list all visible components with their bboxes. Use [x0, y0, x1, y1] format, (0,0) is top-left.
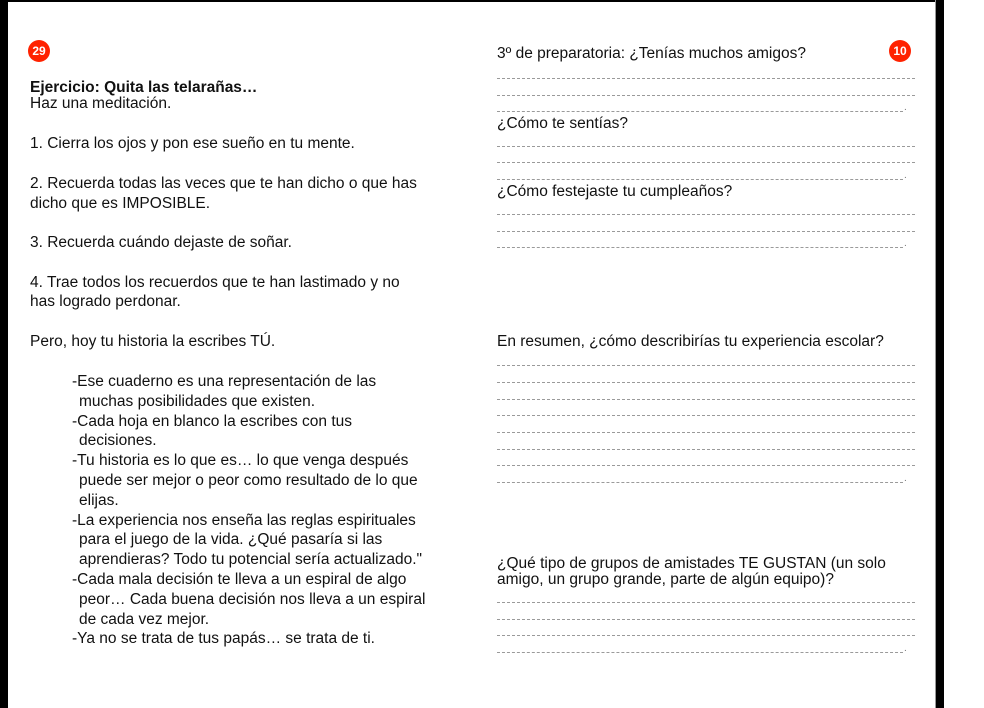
answer-line[interactable] — [497, 214, 915, 215]
answer-line[interactable] — [497, 179, 903, 180]
answer-line[interactable] — [497, 231, 915, 232]
line-end-dot: . — [904, 238, 907, 249]
step-2-cont: dicho que es IMPOSIBLE. — [30, 195, 211, 212]
page-number-badge-right: 10 — [889, 40, 911, 62]
step-4: 4. Trae todos los recuerdos que te han lastimado y no — [30, 274, 400, 291]
line-end-dot: . — [904, 473, 907, 484]
step-4-cont: has logrado perdonar. — [30, 293, 181, 310]
line-end-dot: . — [904, 643, 907, 654]
question-school-summary: En resumen, ¿cómo describirías tu experiencia escolar? — [497, 333, 884, 350]
answer-line[interactable] — [497, 635, 915, 636]
bullet-line: -Tu historia es lo que es… lo que venga después — [72, 452, 409, 469]
line-end-dot: . — [904, 170, 907, 181]
statement: Pero, hoy tu historia la escribes TÚ. — [30, 333, 276, 350]
answer-line[interactable] — [497, 162, 915, 163]
bullet-line: -Cada hoja en blanco la escribes con tus — [72, 413, 353, 430]
answer-line[interactable] — [497, 111, 903, 112]
answer-line[interactable] — [497, 399, 915, 400]
answer-line[interactable] — [497, 382, 915, 383]
answer-line[interactable] — [497, 465, 915, 466]
bullet-line: -La experiencia nos enseña las reglas espirituales — [72, 512, 416, 529]
page-border-left — [0, 0, 8, 708]
step-1: 1. Cierra los ojos y pon ese sueño en tu mente. — [30, 135, 355, 152]
bullet-line: -Ese cuaderno es una representación de las — [72, 373, 377, 390]
bullet-line: puede ser mejor o peor como resultado de lo que — [79, 472, 418, 489]
step-2: 2. Recuerda todas las veces que te han dicho o que has — [30, 175, 417, 192]
page-number-badge-left: 29 — [28, 40, 50, 62]
bullet-line: para el juego de la vida. ¿Qué pasaría si las — [79, 531, 383, 548]
answer-line[interactable] — [497, 365, 915, 366]
bullet-line: decisiones. — [79, 432, 157, 449]
page-border-right — [936, 0, 944, 708]
bullet-line: -Ya no se trata de tus papás… se trata de ti. — [72, 630, 375, 647]
answer-line[interactable] — [497, 146, 915, 147]
answer-line[interactable] — [497, 247, 903, 248]
answer-line[interactable] — [497, 449, 915, 450]
exercise-title: Ejercicio: Quita las telarañas… — [30, 79, 258, 96]
answer-line[interactable] — [497, 78, 915, 79]
answer-line[interactable] — [497, 652, 903, 653]
bullet-line: de cada vez mejor. — [79, 611, 210, 628]
bullet-line: -Cada mala decisión te lleva a un espiral de algo — [72, 571, 407, 588]
bullet-line: elijas. — [79, 492, 119, 509]
answer-line[interactable] — [497, 619, 915, 620]
bullet-line: peor… Cada buena decisión nos lleva a un espiral — [79, 591, 426, 608]
page-border-top — [0, 0, 944, 2]
exercise-intro: Haz una meditación. — [30, 95, 172, 112]
question-feelings: ¿Cómo te sentías? — [497, 115, 628, 132]
step-3: 3. Recuerda cuándo dejaste de soñar. — [30, 234, 292, 251]
answer-line[interactable] — [497, 432, 915, 433]
bullet-line: muchas posibilidades que existen. — [79, 393, 316, 410]
bullet-line: aprendieras? Todo tu potencial sería actualizado." — [79, 551, 422, 568]
question-friend-groups-cont: amigo, un grupo grande, parte de algún equipo)? — [497, 571, 834, 588]
answer-line[interactable] — [497, 415, 915, 416]
question-birthday: ¿Cómo festejaste tu cumpleaños? — [497, 183, 733, 200]
answer-line[interactable] — [497, 602, 915, 603]
answer-line[interactable] — [497, 95, 915, 96]
question-friends: 3º de preparatoria: ¿Tenías muchos amigos? — [497, 45, 806, 62]
line-end-dot: . — [904, 102, 907, 113]
question-friend-groups: ¿Qué tipo de grupos de amistades TE GUSTAN (un solo — [497, 555, 886, 572]
answer-line[interactable] — [497, 482, 903, 483]
